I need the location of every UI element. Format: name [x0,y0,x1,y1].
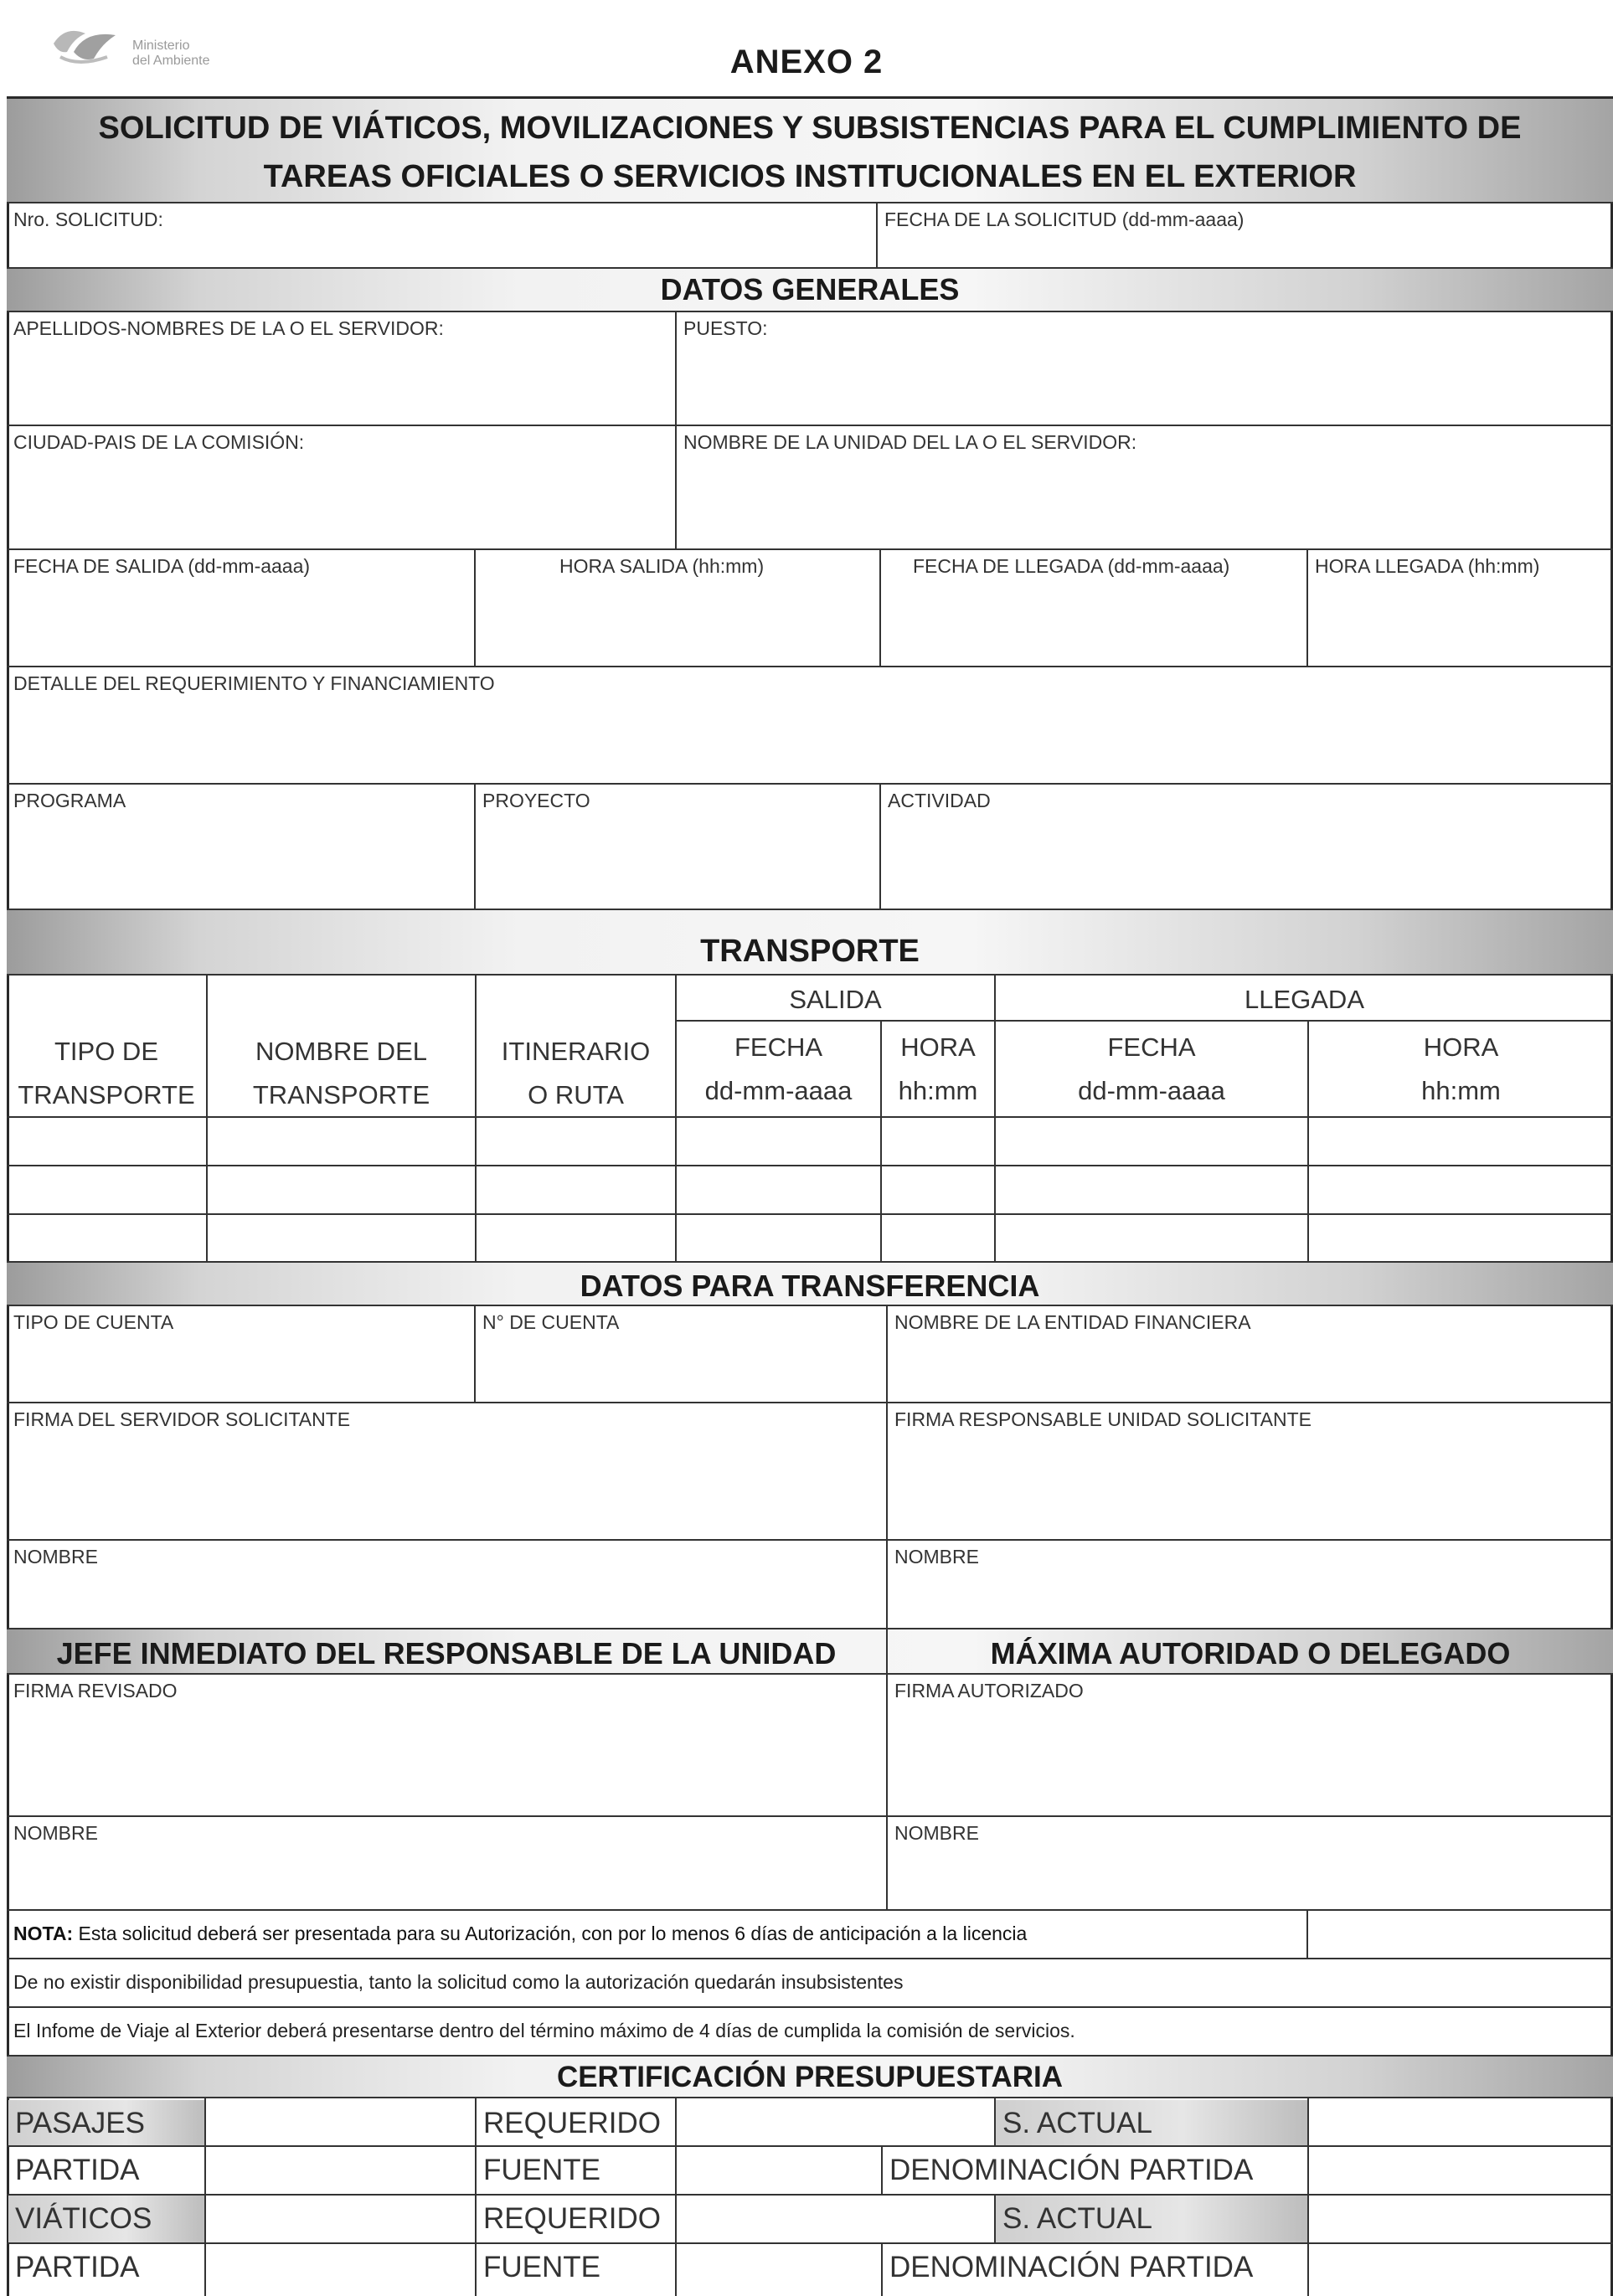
salida-hora-format: hh:mm [898,1076,978,1105]
salida-header: SALIDA [789,985,882,1014]
jefe-inmediato-heading: JEFE INMEDIATO DEL RESPONSABLE DE LA UNIDAD [7,1629,888,1673]
ciudad-pais-field[interactable] [7,426,677,548]
nro-solicitud-field[interactable] [7,203,878,267]
firma-servidor-field[interactable] [7,1403,888,1539]
proyecto-field[interactable] [476,785,881,909]
nombre-servidor-field[interactable] [7,1541,888,1628]
ciudad-pais-label: CIUDAD-PAIS DE LA COMISIÓN: [13,431,305,453]
form-title [7,99,1613,203]
nota-informe [7,2008,1613,2057]
viaticos-requerido-label: REQUERIDO [483,2202,661,2235]
unidad-label: NOMBRE DE LA UNIDAD DEL LA O EL SERVIDOR: [683,431,1137,453]
itinerario-header [477,1030,675,1117]
logo-line-1: Ministerio [132,39,190,53]
tipo-cuenta-field[interactable] [7,1306,476,1402]
nombre-responsable-field[interactable] [888,1541,1613,1628]
firma-revisado-field[interactable] [7,1675,888,1815]
salida-fecha-header [677,1026,880,1113]
apellidos-label: APELLIDOS-NOMBRES DE LA O EL SERVIDOR: [13,317,444,339]
nombre-servidor-label: NOMBRE [13,1546,98,1568]
transporte-heading: TRANSPORTE [7,910,1613,976]
detalle-field[interactable] [7,667,1613,783]
programa-row [7,785,1613,910]
nombre-autorizado-label: NOMBRE [894,1822,979,1844]
nota-presupuesto-text: De no existir disponibilidad presupuestia, tanto la solicitud como la autorización quedarán insubsistentes [13,1971,904,1993]
firma-revisado-label: FIRMA REVISADO [13,1680,178,1701]
fecha-salida-label: FECHA DE SALIDA (dd-mm-aaaa) [13,555,311,577]
firma-autorizado-field[interactable] [888,1675,1613,1815]
pasajes-s-actual-label: S. ACTUAL [996,2100,1307,2145]
fecha-solicitud-field[interactable] [878,203,1613,267]
pasajes-label: PASAJES [8,2100,204,2145]
nro-solicitud-label: Nro. SOLICITUD: [13,208,163,230]
hora-llegada-field[interactable] [1308,550,1613,666]
itinerario-header-line-1: ITINERARIO [501,1037,651,1066]
nombre-transporte-header-line-2: TRANSPORTE [252,1080,430,1109]
salida-hora-label: HORA [900,1032,976,1062]
hora-salida-label: HORA SALIDA (hh:mm) [559,555,765,577]
firma-responsable-field[interactable] [888,1403,1613,1539]
puesto-label: PUESTO: [683,317,768,339]
form-title-line-2: TAREAS OFICIALES O SERVICIOS INSTITUCIONALES EN EL EXTERIOR [263,159,1357,194]
nota-blank-cell [1308,1911,1613,1958]
tipo-cuenta-label: TIPO DE CUENTA [13,1311,174,1333]
pasajes-requerido-label: REQUERIDO [483,2107,661,2139]
itinerario-header-line-2: O RUTA [528,1080,624,1109]
entidad-financiera-field[interactable] [888,1306,1613,1402]
entidad-financiera-label: NOMBRE DE LA ENTIDAD FINANCIERA [894,1311,1251,1333]
fecha-llegada-label: FECHA DE LLEGADA (dd-mm-aaaa) [913,555,1230,577]
request-row [7,203,1613,269]
num-cuenta-field[interactable] [476,1306,888,1402]
viaticos-fuente-label: FUENTE [483,2251,600,2283]
detalle-label: DETALLE DEL REQUERIMIENTO Y FINANCIAMIENTO [13,672,495,694]
hora-salida-field[interactable] [476,550,881,666]
certificacion-heading: CERTIFICACIÓN PRESUPUESTARIA [7,2057,1613,2098]
salida-hora-header [882,1026,994,1113]
nota-presupuesto [7,1959,1613,2008]
nombre-responsable-label: NOMBRE [894,1546,979,1568]
cuenta-row [7,1306,1613,1403]
nota-body: Esta solicitud deberá ser presentada para su Autorización, con por lo menos 6 días de anticipación a la licencia [73,1923,1028,1944]
nombre-transporte-header [208,1030,475,1117]
nota-informe-text: El Infome de Viaje al Exterior deberá presentarse dentro del término máximo de 4 días de cumplida la comisión de servicios. [13,2020,1075,2041]
form-title-line-1: SOLICITUD DE VIÁTICOS, MOVILIZACIONES Y SUBSISTENCIAS PARA EL CUMPLIMIENTO DE [98,111,1522,146]
pasajes-partida-label: PARTIDA [15,2154,140,2186]
detalle-row [7,667,1613,785]
nombre-revisado-field[interactable] [7,1817,888,1909]
proyecto-label: PROYECTO [482,790,590,811]
llegada-hora-label: HORA [1423,1032,1499,1062]
salida-fecha-label: FECHA [734,1032,823,1062]
firmas-autorizacion-row [7,1675,1613,1817]
nombre-autorizado-field[interactable] [888,1817,1613,1909]
llegada-fecha-header [996,1026,1307,1113]
hora-llegada-label: HORA LLEGADA (hh:mm) [1315,555,1540,577]
firma-servidor-label: FIRMA DEL SERVIDOR SOLICITANTE [13,1408,351,1430]
llegada-hora-header [1309,1026,1613,1113]
servidor-row [7,312,1613,426]
llegada-hora-format: hh:mm [1421,1076,1501,1105]
llegada-fecha-format: dd-mm-aaaa [1078,1076,1225,1105]
apellidos-field[interactable] [7,312,677,425]
viaticos-label: VIÁTICOS [8,2196,204,2242]
viaticos-partida-label: PARTIDA [15,2251,140,2283]
fecha-llegada-field[interactable] [881,550,1308,666]
puesto-field[interactable] [677,312,1613,425]
viaticos-s-actual-label: S. ACTUAL [996,2196,1307,2242]
nombre-revisado-label: NOMBRE [13,1822,98,1844]
annex-title: ANEXO 2 [729,44,884,80]
llegada-header: LLEGADA [1244,985,1364,1014]
nota-text [7,1911,1308,1958]
comision-row [7,426,1613,550]
pasajes-fuente-label: FUENTE [483,2154,600,2186]
nombre-transporte-header-line-1: NOMBRE DEL [255,1037,427,1066]
nota-row [7,1911,1613,1959]
nota-line [13,1923,1027,1945]
firma-autorizado-label: FIRMA AUTORIZADO [894,1680,1084,1701]
nombres-solicitante-row [7,1541,1613,1629]
transferencia-heading: DATOS PARA TRANSFERENCIA [7,1263,1613,1306]
tipo-transporte-header-line-2: TRANSPORTE [18,1080,195,1109]
tipo-transporte-header [7,1030,206,1117]
maxima-autoridad-heading: MÁXIMA AUTORIDAD O DELEGADO [990,1636,1511,1671]
firmas-solicitante-row [7,1403,1613,1541]
nombres-autorizacion-row [7,1817,1613,1911]
autorizacion-heading-row [7,1629,1613,1675]
llegada-fecha-label: FECHA [1107,1032,1196,1062]
fecha-solicitud-label: FECHA DE LA SOLICITUD (dd-mm-aaaa) [884,208,1245,230]
nota-label: NOTA: [13,1923,74,1944]
actividad-field[interactable] [881,785,1613,909]
actividad-label: ACTIVIDAD [888,790,991,811]
num-cuenta-label: N° DE CUENTA [482,1311,620,1333]
salida-fecha-format: dd-mm-aaaa [704,1076,853,1105]
logo-line-2: del Ambiente [132,54,210,68]
viaticos-denominacion-label: DENOMINACIÓN PARTIDA [889,2251,1254,2283]
unidad-field[interactable] [677,426,1613,548]
tipo-transporte-header-line-1: TIPO DE [54,1037,158,1066]
fechas-row [7,550,1613,667]
pasajes-denominacion-label: DENOMINACIÓN PARTIDA [889,2154,1254,2186]
fecha-salida-field[interactable] [7,550,476,666]
programa-label: PROGRAMA [13,790,126,811]
programa-field[interactable] [7,785,476,909]
datos-generales-heading: DATOS GENERALES [7,269,1613,312]
firma-responsable-label: FIRMA RESPONSABLE UNIDAD SOLICITANTE [894,1408,1312,1430]
